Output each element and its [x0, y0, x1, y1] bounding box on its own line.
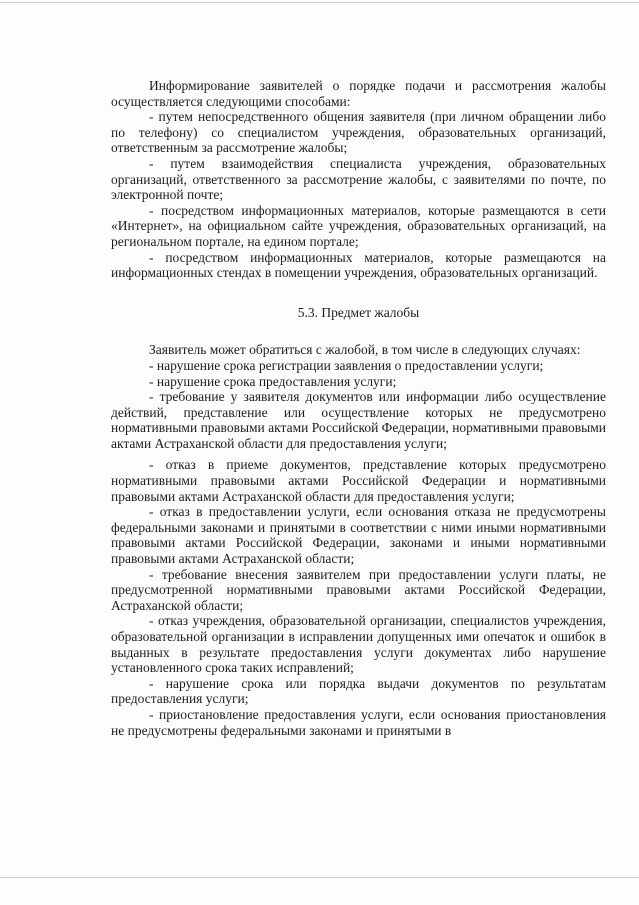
complaint-case-4: - отказ в приеме документов, представление которых предусмотрено нормативными правовыми актами Российской Федерации и нормативными правовыми актами Астраханской области для предоставления услуги; — [111, 457, 606, 504]
informing-item-3: - посредством информационных материалов, которые размещаются в сети «Интернет», на официальном сайте учреждения, образовательных организаций, на региональном портале, на едином портале; — [111, 202, 606, 249]
complaint-case-2: - нарушение срока предоставления услуги; — [149, 373, 397, 389]
section-heading: 5.3. Предмет жалобы — [297, 304, 420, 320]
scan-edge-bottom — [0, 877, 639, 878]
complaint-case-5: - отказ в предоставлении услуги, если основания отказа не предусмотрены федеральными законами и принятыми в соответствии с ними иными нормативными правовыми актами Российской Федерации, законами и иными нормативными правовыми актами Астраханской области; — [111, 504, 606, 567]
complaint-case-7: - отказ учреждения, образовательной организации, специалистов учреждения, образовательной организации в исправлении допущенных ими опечаток и ошибок в выданных в результате предоставления услуги документах либо нарушение установленного срока таких исправлений; — [111, 613, 606, 676]
complaint-case-3: - требование у заявителя документов или информации либо осуществление действий, представление или осуществление которых не предусмотрено нормативными правовыми актами Российской Федерации, нормативными правовыми актами Астраханской области для предоставления услуги; — [111, 389, 606, 451]
complaint-intro: Заявитель может обратиться с жалобой, в том числе в следующих случаях: — [149, 342, 581, 358]
informing-item-4: - посредством информационных материалов, которые размещаются на информационных стендах в помещении учреждения, образовательных организаций. — [111, 249, 606, 281]
scan-edge-top — [0, 2, 639, 3]
document-body — [111, 78, 606, 738]
complaint-case-6: - требование внесения заявителем при предоставлении услуги платы, не предусмотренной нормативными правовыми актами Российской Федерации, Астраханской области; — [111, 566, 606, 613]
informing-item-2: - путем взаимодействия специалиста учреждения, образовательных организаций, ответственного за рассмотрение жалобы, с заявителями по почте, по электронной почте; — [111, 155, 606, 203]
informing-intro: Информирование заявителей о порядке подачи и рассмотрения жалобы осуществляется следующими способами: — [111, 78, 606, 109]
complaint-case-1: - нарушение срока регистрации заявления о предоставлении услуги; — [149, 357, 544, 373]
complaint-case-9: - приостановление предоставления услуги, если основания приостановления не предусмотрены федеральными законами и принятыми в — [111, 706, 606, 738]
informing-item-1: - путем непосредственного общения заявителя (при личном обращении либо по телефону) со специалистом учреждения, образовательных организаций, ответственным за рассмотрение жалобы; — [111, 109, 606, 156]
complaint-case-8: - нарушение срока или порядка выдачи документов по результатам предоставления услуги; — [111, 675, 606, 707]
